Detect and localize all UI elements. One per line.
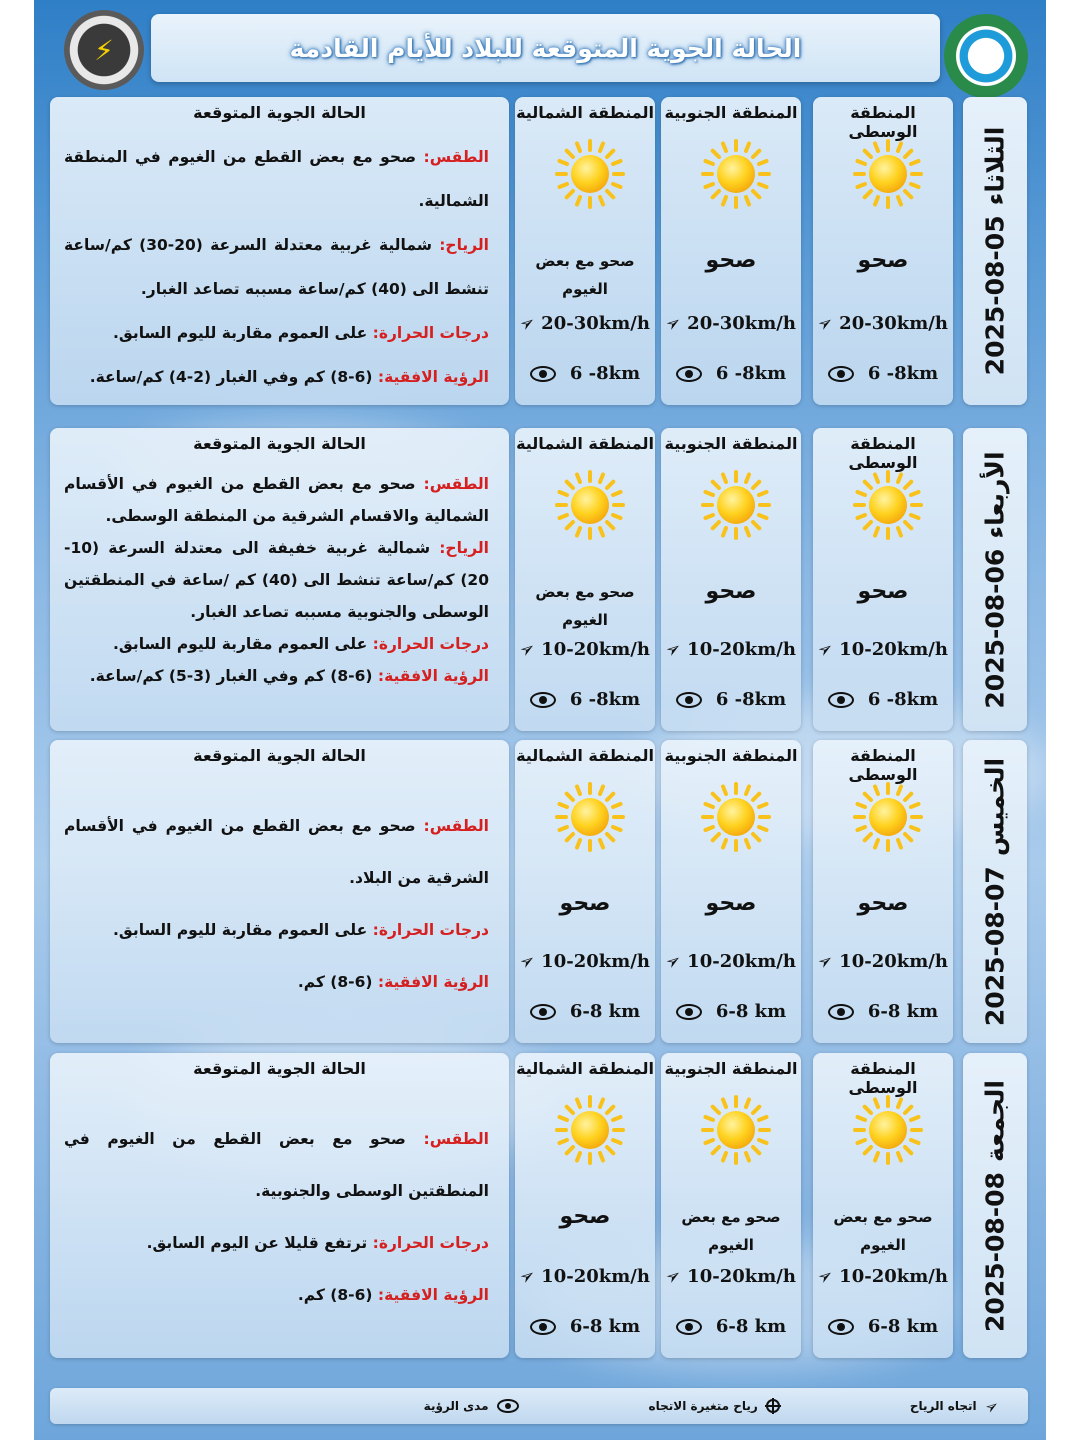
region-visibility-value: 6-8 km [867, 1316, 939, 1337]
forecast-line [64, 135, 489, 223]
forecast-line-label: الرؤية الافقية: [377, 667, 489, 685]
wind-arrow-icon: ➢ [661, 636, 686, 663]
forecast-line-text: (6-8) كم. [297, 973, 378, 991]
forecast-line [64, 956, 489, 1008]
region-name: المنطقة الوسطى [848, 434, 918, 472]
region-wind-speed: 10-20km/h [839, 951, 948, 972]
region-visibility [519, 363, 651, 384]
forecast-line [64, 660, 489, 692]
region-condition: صحو مع بعض الغيوم [833, 1208, 933, 1254]
wind-arrow-icon: ➢ [813, 636, 838, 663]
region-wind [515, 1263, 651, 1290]
eye-icon [676, 1319, 702, 1335]
eye-icon [828, 692, 854, 708]
forecast-line-text: ترتفع قليلا عن اليوم السابق. [146, 1234, 373, 1252]
region-condition: صحو مع بعض الغيوم [535, 583, 635, 629]
forecast-line [64, 468, 489, 532]
region-visibility-value: 6-8 km [715, 1001, 787, 1022]
region-condition: صحو [857, 579, 909, 604]
eye-icon [676, 1004, 702, 1020]
meteorology-organization-logo [944, 14, 1028, 98]
forecast-page [34, 0, 1046, 1440]
region-wind [661, 310, 797, 337]
legend [50, 1388, 1028, 1424]
forecast-box [50, 428, 509, 731]
page-title: الحالة الجوية المتوقعة للبلاد للأيام القادمة [289, 33, 802, 63]
region-wind [515, 636, 651, 663]
sun-icon [701, 470, 771, 540]
wind-arrow-icon: ➢ [980, 1394, 1003, 1418]
forecast-line-label: الرؤية الافقية: [377, 1286, 489, 1304]
region-name: المنطقة الشمالية [516, 103, 654, 122]
lightning-icon: ⚡ [94, 33, 114, 67]
region-wind-speed: 10-20km/h [541, 951, 650, 972]
region-visibility [665, 1316, 797, 1337]
wind-arrow-icon: ➢ [661, 1263, 686, 1290]
day-label-text [981, 1080, 1010, 1332]
forecast-line [64, 223, 489, 311]
region-name: المنطقة الشمالية [516, 434, 654, 453]
region-wind [661, 1263, 797, 1290]
eye-icon [530, 1319, 556, 1335]
day-label-text [981, 127, 1010, 376]
region-wind-speed: 10-20km/h [541, 639, 650, 660]
forecast-line-label: الطقس: [423, 817, 489, 835]
region-card [515, 740, 655, 1043]
wind-arrow-icon: ➢ [515, 636, 540, 663]
region-wind [661, 636, 797, 663]
eye-icon [828, 366, 854, 382]
region-visibility-value: 6 -8km [867, 689, 939, 710]
region-wind-speed: 10-20km/h [839, 639, 948, 660]
day-label [963, 1053, 1027, 1358]
forecasting-dept-logo [64, 10, 144, 90]
sun-icon [555, 782, 625, 852]
day-date: 2025-08-05 [980, 215, 1010, 376]
region-name: المنطقة الوسطى [848, 746, 918, 784]
region-card [661, 1053, 801, 1358]
forecast-line-label: درجات الحرارة: [372, 1234, 489, 1252]
crosshair-icon [766, 1399, 780, 1413]
region-visibility [665, 1001, 797, 1022]
region-name: المنطقة الشمالية [516, 746, 654, 765]
forecast-line [64, 532, 489, 628]
day-label [963, 428, 1027, 731]
wind-arrow-icon: ➢ [515, 948, 540, 975]
forecast-text [64, 468, 489, 692]
forecast-line [64, 1217, 489, 1269]
region-wind [813, 1263, 949, 1290]
eye-icon [828, 1004, 854, 1020]
region-condition: صحو [705, 579, 757, 604]
day-date: 2025-08-08 [980, 1171, 1010, 1332]
wind-arrow-icon: ➢ [813, 1263, 838, 1290]
eye-icon [497, 1399, 519, 1413]
region-card [813, 97, 953, 405]
wind-arrow-icon: ➢ [661, 310, 686, 337]
eye-icon [530, 692, 556, 708]
forecast-text [64, 135, 489, 399]
forecast-line-text: صحو مع بعض القطع من الغيوم في الأقسام الشمالية والاقسام الشرقية من المنطقة الوسطى. [64, 475, 489, 525]
region-visibility [817, 363, 949, 384]
wind-arrow-icon: ➢ [661, 948, 686, 975]
region-visibility-value: 6-8 km [715, 1316, 787, 1337]
forecast-title: الحالة الجوية المتوقعة [193, 746, 366, 765]
region-visibility [519, 1316, 651, 1337]
eye-icon [828, 1319, 854, 1335]
forecast-box [50, 97, 509, 405]
region-wind-speed: 20-30km/h [839, 313, 948, 334]
region-name: المنطقة الجنوبية [664, 434, 798, 453]
forecast-title: الحالة الجوية المتوقعة [193, 103, 366, 122]
region-name: المنطقة الجنوبية [664, 103, 798, 122]
region-condition: صحو [705, 891, 757, 916]
region-visibility-value: 6-8 km [867, 1001, 939, 1022]
forecast-title: الحالة الجوية المتوقعة [193, 1059, 366, 1078]
sun-icon [701, 1095, 771, 1165]
sun-icon [853, 782, 923, 852]
legend-wind-direction-label: اتجاه الرياح [909, 1399, 977, 1413]
forecast-line-text: على العموم مقاربة لليوم السابق. [113, 921, 373, 939]
region-visibility-value: 6-8 km [569, 1001, 641, 1022]
forecast-line-label: الرياح: [439, 236, 489, 254]
region-card [515, 1053, 655, 1358]
forecast-text [64, 800, 489, 1008]
region-condition: صحو مع بعض الغيوم [535, 252, 635, 298]
legend-variable-wind-label: رياح متغيرة الاتجاه [648, 1399, 758, 1413]
forecast-line-label: الطقس: [423, 475, 489, 493]
region-visibility-value: 6 -8km [867, 363, 939, 384]
forecast-line-label: الرياح: [439, 539, 489, 557]
forecast-line-text: (6-8) كم وفي الغبار (2-4) كم/ساعة. [89, 368, 378, 386]
day-name: الجمعة [980, 1079, 1010, 1162]
region-card [515, 428, 655, 731]
region-visibility [817, 689, 949, 710]
cloud-icon: ☁ [975, 43, 997, 69]
region-name: المنطقة الجنوبية [664, 1059, 798, 1078]
forecast-line-label: الرؤية الافقية: [377, 368, 489, 386]
region-visibility-value: 6 -8km [569, 689, 641, 710]
sun-icon [555, 139, 625, 209]
region-visibility [665, 363, 797, 384]
forecast-line [64, 311, 489, 355]
region-visibility-value: 6 -8km [715, 689, 787, 710]
wind-arrow-icon: ➢ [515, 1263, 540, 1290]
forecast-line-text: على العموم مقاربة لليوم السابق. [113, 324, 373, 342]
forecast-title: الحالة الجوية المتوقعة [193, 434, 366, 453]
forecast-line-label: الرؤية الافقية: [377, 973, 489, 991]
legend-visibility-label: مدى الرؤية [423, 1399, 489, 1413]
region-wind-speed: 20-30km/h [541, 313, 650, 334]
region-card [813, 428, 953, 731]
wind-arrow-icon: ➢ [813, 310, 838, 337]
region-wind-speed: 10-20km/h [687, 1266, 796, 1287]
sun-icon [853, 139, 923, 209]
forecast-line-text: (6-8) كم وفي الغبار (3-5) كم/ساعة. [89, 667, 378, 685]
forecast-line [64, 1269, 489, 1321]
day-date: 2025-08-06 [980, 548, 1010, 709]
region-card [661, 97, 801, 405]
legend-visibility [424, 1399, 519, 1413]
forecast-line-text: صحو مع بعض القطع من الغيوم في المنطقتين الوسطى والجنوبية. [64, 1130, 489, 1200]
region-wind [515, 948, 651, 975]
forecast-line [64, 355, 489, 399]
region-condition: صحو مع بعض الغيوم [681, 1208, 781, 1254]
day-label-text [981, 451, 1010, 708]
region-wind [661, 948, 797, 975]
region-wind [515, 310, 651, 337]
region-card [661, 428, 801, 731]
region-visibility-value: 6 -8km [715, 363, 787, 384]
header-banner [151, 14, 940, 82]
forecast-line-label: الطقس: [423, 148, 489, 166]
sun-icon [853, 470, 923, 540]
sun-icon [853, 1095, 923, 1165]
forecast-line [64, 800, 489, 904]
region-name: المنطقة الوسطى [848, 1059, 918, 1097]
forecast-line-label: درجات الحرارة: [372, 635, 489, 653]
day-name: الأربعاء [980, 450, 1010, 539]
region-wind [813, 310, 949, 337]
day-label-text [981, 757, 1010, 1025]
region-wind-speed: 10-20km/h [687, 951, 796, 972]
eye-icon [676, 692, 702, 708]
day-label [963, 740, 1027, 1043]
region-visibility [665, 689, 797, 710]
region-wind [813, 636, 949, 663]
day-name: الثلاثاء [980, 126, 1010, 206]
wind-arrow-icon: ➢ [813, 948, 838, 975]
region-wind-speed: 20-30km/h [687, 313, 796, 334]
region-wind [813, 948, 949, 975]
forecast-line-text: صحو مع بعض القطع من الغيوم في المنطقة الشمالية. [64, 148, 489, 210]
forecast-line-label: درجات الحرارة: [372, 921, 489, 939]
region-card [515, 97, 655, 405]
sun-icon [701, 139, 771, 209]
forecast-box [50, 1053, 509, 1358]
region-visibility [519, 689, 651, 710]
day-name: الخميس [980, 757, 1010, 856]
sun-icon [701, 782, 771, 852]
region-card [813, 1053, 953, 1358]
forecast-line [64, 628, 489, 660]
legend-wind-direction [909, 1394, 1003, 1418]
region-visibility [817, 1001, 949, 1022]
region-card [661, 740, 801, 1043]
region-condition: صحو [705, 248, 757, 273]
legend-variable-wind [649, 1399, 780, 1413]
forecast-line-text: صحو مع بعض القطع من الغيوم في الأقسام الشرقية من البلاد. [64, 817, 489, 887]
region-condition: صحو [559, 891, 611, 916]
day-label [963, 97, 1027, 405]
forecast-line-text: شمالية غربية خفيفة الى معتدلة السرعة (10-20) كم/ساعة تنشط الى (40) كم /ساعة في المنطقتين الوسطى والجنوبية مسببه تصاعد الغبار. [64, 539, 489, 621]
forecast-line [64, 904, 489, 956]
region-condition: صحو [559, 1204, 611, 1229]
region-name: المنطقة الشمالية [516, 1059, 654, 1078]
forecast-line-label: درجات الحرارة: [372, 324, 489, 342]
region-name: المنطقة الجنوبية [664, 746, 798, 765]
forecast-line [64, 1113, 489, 1217]
eye-icon [676, 366, 702, 382]
eye-icon [530, 366, 556, 382]
forecast-line-text: على العموم مقاربة لليوم السابق. [113, 635, 373, 653]
forecast-line-text: شمالية غربية معتدلة السرعة (20-30) كم/ساعة تنشط الى (40) كم/ساعة مسببه تصاعد الغبار. [64, 236, 489, 298]
region-visibility-value: 6-8 km [569, 1316, 641, 1337]
region-wind-speed: 10-20km/h [541, 1266, 650, 1287]
sun-icon [555, 1095, 625, 1165]
region-card [813, 740, 953, 1043]
eye-icon [530, 1004, 556, 1020]
region-name: المنطقة الوسطى [848, 103, 918, 141]
region-wind-speed: 10-20km/h [839, 1266, 948, 1287]
forecast-text [64, 1113, 489, 1321]
region-visibility [817, 1316, 949, 1337]
forecast-line-text: (6-8) كم. [297, 1286, 378, 1304]
forecast-box [50, 740, 509, 1043]
region-condition: صحو [857, 891, 909, 916]
region-visibility [519, 1001, 651, 1022]
forecast-line-label: الطقس: [423, 1130, 489, 1148]
wind-arrow-icon: ➢ [515, 310, 540, 337]
day-date: 2025-08-07 [980, 865, 1010, 1026]
region-condition: صحو [857, 248, 909, 273]
region-visibility-value: 6 -8km [569, 363, 641, 384]
region-wind-speed: 10-20km/h [687, 639, 796, 660]
sun-icon [555, 470, 625, 540]
